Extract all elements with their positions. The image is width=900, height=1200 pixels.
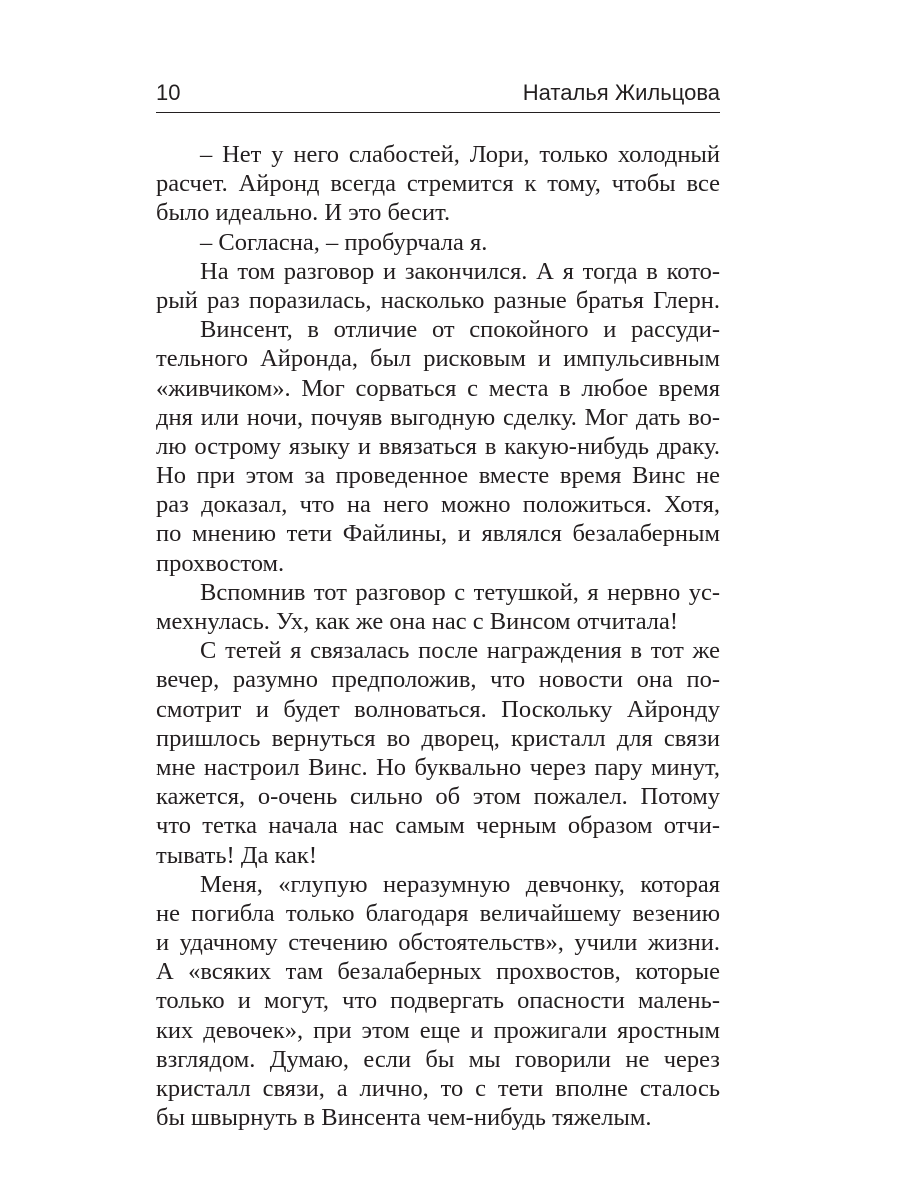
paragraph [156,228,720,257]
body-text [156,140,720,1132]
text-line: тельного Айронда, был рисковым и импульсивным [156,345,720,373]
text-line: кристалл связи, а лично, то с тети вполне сталось [156,1075,720,1102]
text-line: Но при этом за проведенное вместе время Винс не [156,462,720,490]
text-line: прохвостом. [156,549,285,577]
text-line: бы швырнуть в Винсента чем-нибудь тяжелым. [156,1104,652,1132]
text-line: мне настроил Винс. Но буквально через пару минут, [156,753,720,781]
text-line: и удачному стечению обстоятельств», учили жизни. [156,929,720,957]
text-line: С тетей я связалась после награждения в тот же [200,637,720,665]
text-line: расчет. Айронд всегда стремится к тому, чтобы все [156,170,720,198]
text-line: смотрит и будет волноваться. Поскольку Айронду [156,695,720,723]
text-line: «живчиком». Мог сорваться с места в любое время [156,374,720,402]
text-line: мехнулась. Ух, как же она нас с Винсом отчитала! [156,608,679,635]
text-line: кажется, о-очень сильно об этом пожалел. Потому [156,783,720,811]
text-line: лю острому языку и ввязаться в какую-нибудь драку. [156,432,720,460]
text-line: А «всяких там безалаберных прохвостов, которые [156,958,720,986]
text-line: тывать! Да как! [156,841,317,869]
text-line: было идеально. И это бесит. [156,199,451,227]
text-line: рый раз поразилась, насколько разные братья Глерн. [156,286,720,314]
text-line: – Нет у него слабостей, Лори, только холодный [200,141,720,168]
text-line: по мнению тети Файлины, и являлся безалаберным [156,520,720,548]
paragraph [156,636,720,870]
page-number: 10 [156,80,181,105]
text-line: взглядом. Думаю, если бы мы говорили не через [156,1045,720,1073]
text-line: пришлось вернуться во дворец, кристалл для связи [156,724,720,752]
text-line: На том разговор и закончился. А я тогда в кото- [200,257,720,285]
paragraph [156,315,720,578]
text-line: Винсент, в отличие от спокойного и рассуди- [200,316,720,344]
text-line: вечер, разумно предположив, что новости она по- [156,666,720,694]
text-line: не погибла только благодаря величайшему везению [156,899,720,927]
text-line: – Согласна, – пробурчала я. [200,228,488,256]
paragraph [156,140,720,228]
text-line: Меня, «глупую неразумную девчонку, которая [200,870,720,898]
paragraph [156,578,720,636]
running-header [156,78,720,113]
text-line: раз доказал, что на него можно положиться. Хотя, [156,491,720,519]
paragraph [156,870,720,1133]
paragraph [156,257,720,315]
author-name: Наталья Жильцова [522,80,720,105]
text-line: что тетка начала нас самым черным образом отчи- [156,812,720,840]
text-line: Вспомнив тот разговор с тетушкой, я нервно ус- [200,578,720,606]
text-line: дня или ночи, почуяв выгодную сделку. Мог дать во- [156,403,720,431]
text-line: только и могут, что подвергать опасности малень- [156,987,720,1015]
text-line: ких девочек», при этом еще и прожигали яростным [156,1016,720,1044]
